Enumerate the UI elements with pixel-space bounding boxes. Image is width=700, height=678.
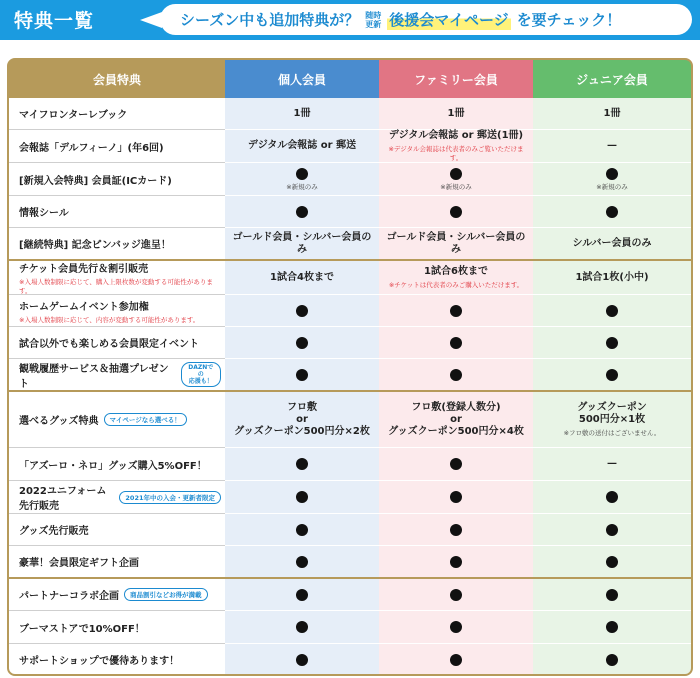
cell-junior — [533, 163, 691, 196]
cell-junior — [533, 481, 691, 514]
row-label-member-card — [9, 163, 225, 196]
row-label-note: ※入場人数制限に応じて、購入上限枚数が変動する可能性があります。 — [19, 278, 213, 295]
cell-junior — [533, 261, 691, 295]
cell-family — [379, 130, 533, 163]
row-label-text: マイフロンターレブック — [19, 110, 128, 121]
benefits-table-frame — [7, 58, 693, 676]
included-dot-icon — [296, 206, 308, 218]
included-dot-icon — [450, 621, 462, 633]
cell-family — [379, 481, 533, 514]
included-dot-icon — [296, 621, 308, 633]
cell-value-line-3: グッズクーポン500円分×2枚 — [234, 425, 370, 437]
row-label-text: [新規入会特典] 会員証(ICカード) — [19, 175, 172, 187]
row-label-text: 「アズーロ・ネロ」グッズ購入5%OFF！ — [19, 460, 207, 472]
cell-individual — [225, 228, 379, 261]
cell-individual — [225, 130, 379, 163]
cell-value-line-3: グッズクーポン500円分×4枚 — [388, 425, 524, 437]
cell-value: ゴールド会員・シルバー会員のみ — [386, 231, 526, 255]
cell-individual — [225, 392, 379, 448]
included-dot-icon — [296, 168, 308, 180]
included-dot-icon — [296, 524, 308, 536]
cell-individual — [225, 481, 379, 514]
row-label-text: チケット会員先行＆割引販売 — [19, 264, 149, 275]
cell-value-line-2: or — [450, 413, 462, 425]
included-dot-icon — [450, 556, 462, 568]
cell-junior — [533, 196, 691, 228]
cell-family — [379, 163, 533, 196]
row-label-myfrontale-book — [9, 98, 225, 130]
cell-family — [379, 514, 533, 546]
cell-value: — — [607, 140, 617, 151]
cell-individual — [225, 261, 379, 295]
included-dot-icon — [296, 589, 308, 601]
included-dot-icon — [450, 491, 462, 503]
row-label-text: 観戦履歴サービス＆抽選プレゼント — [19, 363, 169, 390]
bubble-text-pre: シーズン中も追加特典が？ — [180, 11, 360, 29]
cell-individual — [225, 327, 379, 359]
row-label-viewing-history — [9, 359, 225, 392]
included-dot-icon — [450, 168, 462, 180]
row-label-support-shop — [9, 644, 225, 675]
cell-note: ※新規のみ — [286, 182, 318, 191]
cell-individual — [225, 611, 379, 644]
row-label-text: 会報誌「デルフィーノ」(年6回) — [19, 142, 164, 154]
included-dot-icon — [606, 305, 618, 317]
cell-note: ※フロ敷の送付はございません。 — [563, 429, 661, 437]
update-badge-line-1: 随時 — [365, 10, 382, 20]
included-dot-icon — [450, 337, 462, 349]
included-dot-icon — [606, 369, 618, 381]
row-label-text: 情報シール — [19, 208, 69, 219]
cell-value: 1冊 — [293, 107, 311, 119]
cell-family — [379, 579, 533, 611]
discount-tag: 商品割引などお得が満載 — [124, 588, 208, 601]
row-label-note: ※入場人数制限に応じて、内容が変動する可能性があります。 — [19, 315, 200, 324]
cell-value: デジタル会報誌 or 郵送(1冊) — [388, 130, 524, 141]
cell-family — [379, 261, 533, 295]
row-label-text: 選べるグッズ特典 — [19, 416, 99, 427]
cell-individual — [225, 98, 379, 130]
cell-junior — [533, 228, 691, 261]
included-dot-icon — [606, 168, 618, 180]
update-badge-line-2: 更新 — [365, 19, 382, 29]
column-header-junior: ジュニア会員 — [533, 60, 691, 98]
row-label-goods-choice — [9, 392, 225, 448]
cell-value: シルバー会員のみ — [572, 237, 652, 249]
row-label-text: ブーマストアで10%OFF！ — [19, 623, 145, 635]
cell-junior — [533, 611, 691, 644]
speech-bubble-content — [180, 4, 621, 35]
included-dot-icon — [606, 524, 618, 536]
row-label-text: ホームゲームイベント参加権 — [19, 301, 149, 313]
row-label-info-sticker — [9, 196, 225, 228]
cell-individual — [225, 514, 379, 546]
dazn-tag-line-1: DAZNでの — [188, 364, 214, 378]
cell-note: ※新規のみ — [596, 182, 628, 191]
row-label-group — [19, 360, 221, 390]
cell-value: 1試合4枚まで — [270, 271, 334, 283]
cell-family — [379, 98, 533, 130]
renewal-tag: 2021年中の入会・更新者限定 — [119, 491, 221, 504]
included-dot-icon — [606, 206, 618, 218]
cell-individual — [225, 579, 379, 611]
cell-family — [379, 359, 533, 392]
included-dot-icon — [606, 556, 618, 568]
included-dot-icon — [606, 621, 618, 633]
row-label-text: グッズ先行販売 — [19, 526, 89, 537]
row-label-text: 試合以外でも楽しめる会員限定イベント — [19, 339, 199, 350]
row-label-text: サポートショップで優待あります！ — [19, 656, 180, 667]
cell-family — [379, 546, 533, 579]
column-header-family: ファミリー会員 — [379, 60, 533, 98]
cell-individual — [225, 448, 379, 481]
cell-individual — [225, 196, 379, 228]
cell-family — [379, 228, 533, 261]
dazn-tag-line-2: 応援も！ — [188, 378, 213, 385]
cell-family — [379, 448, 533, 481]
cell-note: ※チケットは代表者のみご購入いただけます。 — [388, 281, 524, 289]
cell-junior — [533, 448, 691, 481]
cell-junior — [533, 579, 691, 611]
included-dot-icon — [296, 654, 308, 666]
speech-bubble-tail — [140, 12, 162, 28]
cell-junior — [533, 98, 691, 130]
included-dot-icon — [296, 556, 308, 568]
included-dot-icon — [450, 524, 462, 536]
cell-junior — [533, 327, 691, 359]
cell-individual — [225, 546, 379, 579]
included-dot-icon — [606, 654, 618, 666]
dazn-tag — [181, 362, 221, 387]
row-label-home-game-event — [9, 295, 225, 327]
column-header-benefit: 会員特典 — [9, 60, 225, 98]
row-label-text: 2022ユニフォーム先行販売 — [19, 486, 107, 512]
cell-value-line-2: 500円分×1枚 — [578, 414, 646, 425]
included-dot-icon — [296, 369, 308, 381]
cell-value-line-2: or — [296, 413, 308, 425]
cell-value: — — [607, 458, 617, 469]
cell-family — [379, 196, 533, 228]
included-dot-icon — [296, 337, 308, 349]
benefits-table — [9, 60, 691, 674]
row-label-azzurro-nero — [9, 448, 225, 481]
bubble-text-post: を要チェック！ — [516, 11, 622, 29]
cell-junior — [533, 295, 691, 327]
row-label-ticket-presale — [9, 261, 225, 295]
cell-junior — [533, 644, 691, 675]
mypage-tag: マイページなら選べる！ — [104, 413, 187, 426]
cell-value: ゴールド会員・シルバー会員のみ — [232, 231, 372, 255]
row-label-partner-collab — [9, 579, 225, 611]
page-title: 特典一覧 — [14, 10, 95, 32]
cell-value: 1試合1枚(小中) — [575, 271, 649, 283]
cell-value-line-1: フロ敷 — [287, 401, 317, 413]
row-label-text: パートナーコラボ企画 — [19, 591, 119, 602]
included-dot-icon — [450, 589, 462, 601]
cell-family — [379, 295, 533, 327]
cell-value: 1冊 — [603, 107, 621, 119]
cell-junior — [533, 546, 691, 579]
cell-note: ※デジタル会報誌は代表者のみご覧いただけます。 — [388, 145, 524, 162]
cell-value: デジタル会報誌 or 郵送 — [247, 140, 357, 151]
row-label-group — [19, 482, 221, 512]
cell-value-line-1: グッズクーポン — [577, 402, 647, 413]
row-label-boomer-store — [9, 611, 225, 644]
included-dot-icon — [296, 458, 308, 470]
included-dot-icon — [606, 337, 618, 349]
included-dot-icon — [606, 589, 618, 601]
cell-junior — [533, 514, 691, 546]
row-label-goods-presale — [9, 514, 225, 546]
included-dot-icon — [450, 458, 462, 470]
mypage-link[interactable]: 後援会マイページ — [389, 11, 509, 29]
cell-family — [379, 392, 533, 448]
cell-family — [379, 644, 533, 675]
row-label-group — [19, 412, 187, 427]
included-dot-icon — [296, 491, 308, 503]
included-dot-icon — [450, 305, 462, 317]
cell-value: 1冊 — [447, 107, 465, 119]
update-badge — [365, 11, 381, 29]
cell-individual — [225, 644, 379, 675]
cell-value: 1試合6枚まで — [424, 266, 488, 277]
cell-note: ※新規のみ — [440, 182, 472, 191]
row-label-member-event — [9, 327, 225, 359]
cell-individual — [225, 295, 379, 327]
included-dot-icon — [450, 654, 462, 666]
cell-family — [379, 327, 533, 359]
cell-family — [379, 611, 533, 644]
row-label-uniform-presale — [9, 481, 225, 514]
included-dot-icon — [296, 305, 308, 317]
cell-individual — [225, 163, 379, 196]
included-dot-icon — [450, 369, 462, 381]
row-label-gift-campaign — [9, 546, 225, 579]
cell-junior — [533, 359, 691, 392]
row-label-delfino — [9, 130, 225, 163]
cell-junior — [533, 392, 691, 448]
included-dot-icon — [606, 491, 618, 503]
row-label-group — [19, 587, 208, 602]
row-label-pin-badge — [9, 228, 225, 261]
included-dot-icon — [450, 206, 462, 218]
cell-junior — [533, 130, 691, 163]
row-label-text: 豪華！会員限定ギフト企画 — [19, 558, 139, 569]
cell-value-line-1: フロ敷(登録人数分) — [411, 401, 501, 413]
cell-individual — [225, 359, 379, 392]
row-label-text: [継続特典] 記念ピンバッジ進呈！ — [19, 240, 171, 251]
column-header-individual: 個人会員 — [225, 60, 379, 98]
